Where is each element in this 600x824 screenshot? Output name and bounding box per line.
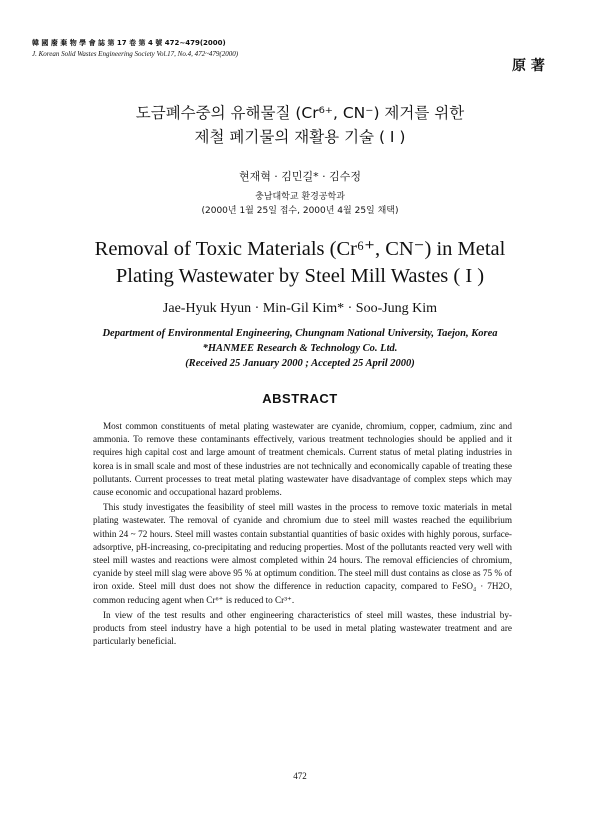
english-dates: (Received 25 January 2000 ; Accepted 25 April 2000) (185, 358, 415, 369)
abstract-body (93, 420, 512, 650)
article-type-badge: 原 著 (512, 58, 545, 74)
korean-title (0, 101, 600, 149)
english-authors: Jae-Hyuk Hyun · Min-Gil Kim* · Soo-Jung Kim (162, 301, 438, 316)
english-department: Department of Environmental Engineering, Chungnam National University, Taejon, Korea (102, 328, 498, 339)
page-number: 472 (293, 771, 307, 781)
english-title-line-2: Plating Wastewater by Steel Mill Wastes ( I ) (115, 265, 485, 287)
english-company: *HANMEE Research & Technology Co. Ltd. (202, 343, 398, 354)
korean-authors: 현재혁 · 김민길* · 김수정 (238, 170, 362, 183)
korean-dates: (2000년 1월 25일 접수, 2000년 4월 25일 채택) (201, 206, 399, 216)
english-title (0, 236, 600, 290)
korean-title-line-2: 제철 폐기물의 재활용 기술 ( I ) (194, 128, 406, 146)
journal-citation-english: J. Korean Solid Wastes Engineering Society Vol.17, No.4, 472~479(2000) (32, 50, 239, 58)
abstract-heading: ABSTRACT (262, 391, 338, 406)
abstract-paragraph-1: Most common constituents of metal plating wastewater are cyanide, chromium, copper, cadmium, zinc and ammonia. To remove these contaminants effectively, various treatment technologies should be applied and it requires high capital cost and large amount of treatment chemicals. Current status of metal plating industries in korea is in small scale and most of these industries are not technically and economically capable of treating these pollutants. Current processes to treat metal plating wastewater have disadvantage of complex steps which may cause economic and occupational hazard problems. (93, 421, 512, 498)
journal-citation-korean: 韓 國 廢 棄 物 學 會 誌 第 17 卷 第 4 號 472~479(2000) (32, 39, 226, 47)
abstract-paragraph-2: This study investigates the feasibility of steel mill wastes in the process to remove toxic materials in metal plating wastewater. The removal of cyanide and chromium due to steel mill wastes reached the equilibrium within 24 ~ 72 hours. Steel mill wastes contain substantial quantities of basic oxides with highly porous, surface-adsorptive, pH-increasing, co-precipitating and reducing properties. Most of the pollutants reacted very well with steel mill wastes and reactions were almost completed within 24 hours. The removal efficiencies of chromium, cyanide by steel mill slag were above 95 % at optimum condition. The steel mill dust contains as close as 75 % of iron oxide. Steel mill dust does not show the difference in reduction capacity, compared to FeSO₄ · 7H2O, common reducing agent when Cr⁶⁺ is reduced to Cr³⁺. (93, 502, 512, 605)
journal-header (32, 38, 238, 60)
abstract-paragraph-3: In view of the test results and other engineering characteristics of steel mill wastes, these industrial by-products from steel industry have a high potential to be used in metal plating wastewater treatment and are particularly beneficial. (93, 609, 512, 647)
english-title-line-1: Removal of Toxic Materials (Cr⁶⁺, CN⁻) in Metal (94, 238, 506, 260)
english-affiliation (0, 326, 600, 371)
korean-affiliation (0, 190, 600, 218)
korean-department: 충남대학교 환경공학과 (255, 192, 345, 202)
korean-title-line-1: 도금폐수중의 유해물질 (Cr⁶⁺, CN⁻) 제거를 위한 (135, 104, 465, 122)
